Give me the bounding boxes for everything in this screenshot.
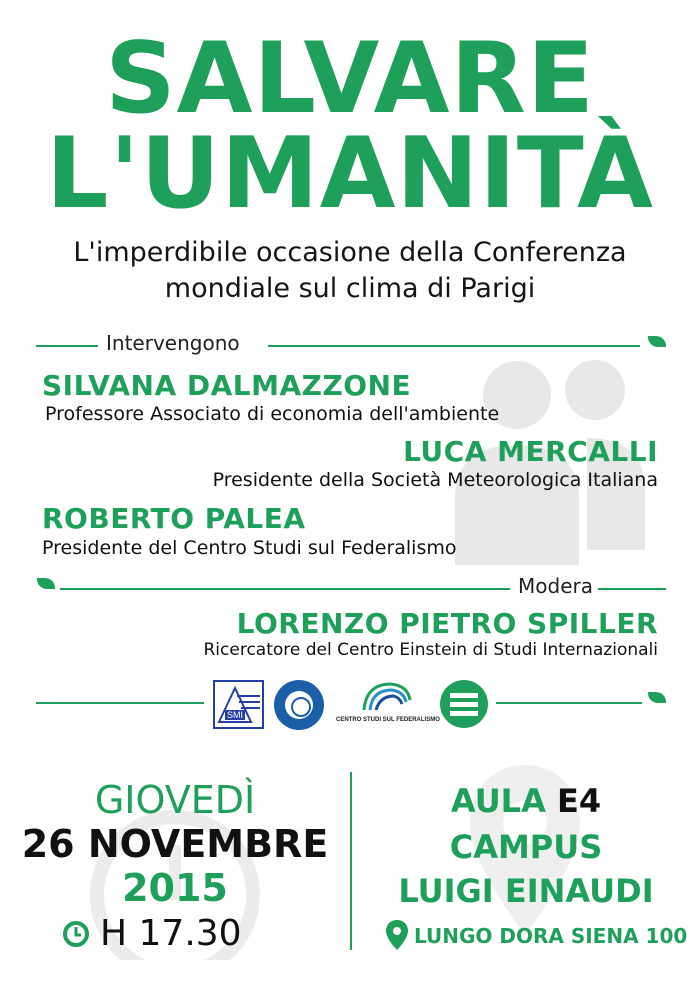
venue-campus: CAMPUS [449,828,603,866]
leaf-icon [648,336,666,347]
clock-icon [62,920,90,952]
moderator-role: Ricercatore del Centro Einstein di Studi Internazionali [203,640,658,660]
map-pin-icon [386,920,408,954]
day-month: 26 NOVEMBRE [21,822,329,866]
event-time: H 17.30 [100,913,242,954]
venue-campus-name: LUIGI EINAUDI [398,872,654,910]
einstein-center-logo [274,680,324,730]
year: 2015 [122,866,228,910]
divider-line [36,702,204,704]
speaker-role: Professore Associato di economia dell'ambiente [45,403,500,425]
divider-line [598,588,666,590]
speaker-name: ROBERTO PALEA [42,502,306,535]
speaker-role: Presidente della Società Meteorologica Italiana [212,469,658,491]
venue-aula [352,780,700,822]
leaf-icon [648,692,666,703]
csf-logo-text: CENTRO STUDI SUL FEDERALISMO [336,717,440,723]
venue-aula-code: E4 [556,782,602,820]
title-line-2: L'UMANITÀ [46,117,654,231]
divider-line [496,702,642,704]
weekday: GIOVEDÌ [94,778,256,822]
subtitle-line-2: mondiale sul clima di Parigi [164,273,536,304]
venue-aula-prefix: AULA [450,782,546,820]
divider-line [36,345,98,347]
speaker-name: LUCA MERCALLI [403,435,658,468]
smi-logo-text: SMI [227,710,244,720]
title-line-1: SALVARE [105,22,595,136]
speaker-name: SILVANA DALMAZZONE [42,369,412,402]
moderator-label: Modera [518,574,593,598]
divider-line [60,588,510,590]
venue-address: LUNGO DORA SIENA 100 [414,924,688,948]
smi-logo [213,680,264,729]
speaker-role: Presidente del Centro Studi sul Federalismo [42,537,457,559]
divider-line [268,345,640,347]
leaf-icon [37,578,55,589]
centro-studi-federalismo-logo [336,680,440,726]
green-stripes-logo [440,680,488,728]
subtitle-line-1: L'imperdibile occasione della Conferenza [73,237,627,268]
moderator-name: LORENZO PIETRO SPILLER [236,607,658,640]
speakers-label: Intervengono [106,331,240,355]
